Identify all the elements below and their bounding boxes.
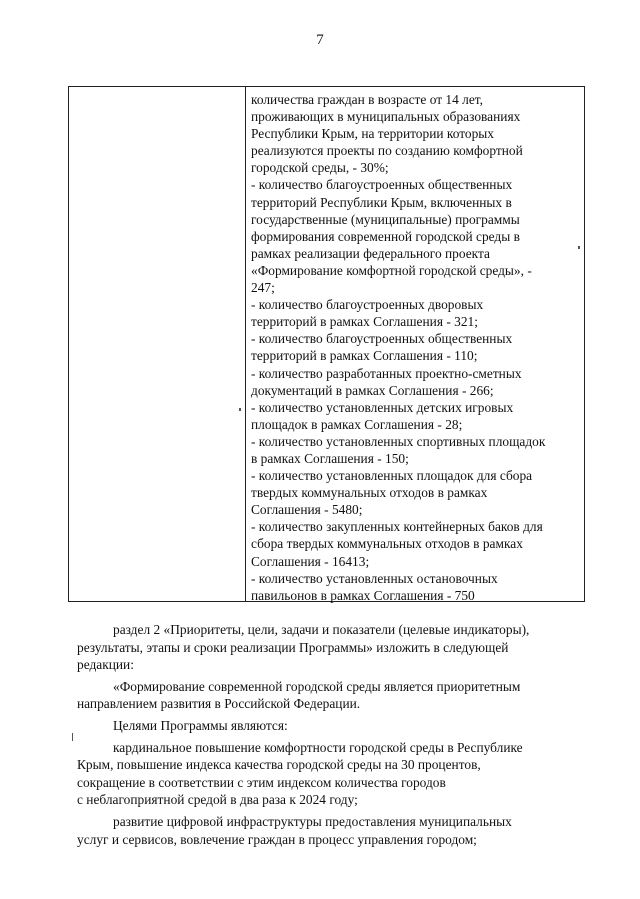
- paragraph-line: редакции:: [77, 657, 134, 673]
- paragraph-line: результаты, этапы и сроки реализации Программы» изложить в следующей: [77, 639, 509, 655]
- paragraph-line: Крым, повышение индекса качества городской среды на 30 процентов,: [77, 757, 481, 773]
- paragraph-program-goals-heading: [77, 717, 597, 735]
- table-cell-line: территорий в рамках Соглашения - 321;: [251, 314, 478, 330]
- document-body: [77, 621, 597, 852]
- paragraph-line: услуг и сервисов, вовлечение граждан в процесс управления городом;: [77, 831, 477, 847]
- page-number: 7: [316, 32, 324, 48]
- table-cell-line: 247;: [251, 280, 275, 296]
- table-cell-line: территорий в рамках Соглашения - 110;: [251, 348, 478, 364]
- table-cell-line: в рамках Соглашения - 150;: [251, 450, 409, 466]
- paragraph-line: «Формирование современной городской среды является приоритетным: [113, 678, 521, 694]
- scan-speck: [578, 246, 580, 249]
- paragraph-line: развитие цифровой инфраструктуры предоставления муниципальных: [113, 813, 512, 829]
- indicators-table: [68, 86, 585, 602]
- table-cell-line: - количество установленных площадок для сбора: [251, 468, 533, 484]
- table-cell-line: сбора твердых коммунальных отходов в рамках: [251, 536, 523, 552]
- table-cell-line: павильонов в рамках Соглашения - 750: [251, 587, 475, 603]
- table-cell-line: документаций в рамках Соглашения - 266;: [251, 382, 494, 398]
- table-right-cell: [251, 91, 591, 604]
- table-cell-line: - количество благоустроенных общественных: [251, 177, 513, 193]
- table-cell-line: городской среды, - 30%;: [251, 160, 389, 176]
- paragraph-priority-statement: [77, 678, 597, 713]
- table-cell-line: - количество разработанных проектно-сметных: [251, 365, 522, 381]
- table-cell-line: - количество установленных детских игровых: [251, 399, 514, 415]
- table-column-divider: [245, 87, 246, 601]
- table-cell-line: формирования современной городской среды в: [251, 228, 520, 244]
- paragraph-line: раздел 2 «Приоритеты, цели, задачи и показатели (целевые индикаторы),: [113, 622, 530, 637]
- table-cell-line: Соглашения - 5480;: [251, 502, 363, 518]
- paragraph-line: сокращение в соответствии с этим индексом количества городов: [77, 774, 446, 790]
- paragraph-line: с неблагоприятной средой в два раза к 2024 году;: [77, 792, 358, 808]
- table-cell-line: проживающих в муниципальных образованиях: [251, 109, 521, 125]
- paragraph-line: кардинальное повышение комфортности городской среды в Республике: [113, 739, 523, 755]
- table-cell-line: Республики Крым, на территории которых: [251, 126, 494, 142]
- paragraph-goal-urban-comfort: [77, 739, 597, 809]
- table-cell-line: «Формирование комфортной городской среды», -: [251, 262, 532, 278]
- table-cell-line: территорий Республики Крым, включенных в: [251, 194, 512, 210]
- paragraph-goal-digital-infrastructure: [77, 813, 597, 848]
- scan-speck: [72, 733, 73, 741]
- paragraph-line: направлением развития в Российской Федерации.: [77, 696, 361, 712]
- table-cell-line: государственные (муниципальные) программы: [251, 211, 520, 227]
- table-cell-line: - количество установленных остановочных: [251, 570, 498, 586]
- table-cell-line: - количество благоустроенных общественных: [251, 331, 513, 347]
- table-cell-line: - количество установленных спортивных площадок: [251, 433, 546, 449]
- table-cell-line: площадок в рамках Соглашения - 28;: [251, 416, 463, 432]
- scan-speck: [239, 408, 241, 411]
- table-cell-line: реализуются проекты по созданию комфортной: [251, 143, 523, 159]
- table-cell-line: - количество закупленных контейнерных баков для: [251, 519, 543, 535]
- table-cell-line: рамках реализации федерального проекта: [251, 245, 490, 261]
- paragraph-line: Целями Программы являются:: [113, 717, 288, 733]
- table-cell-line: Соглашения - 16413;: [251, 553, 370, 569]
- paragraph-section-2-amendment: [77, 621, 597, 674]
- table-cell-line: - количество благоустроенных дворовых: [251, 297, 484, 313]
- table-cell-line: количества граждан в возрасте от 14 лет,: [251, 92, 483, 107]
- table-cell-line: твердых коммунальных отходов в рамках: [251, 485, 488, 501]
